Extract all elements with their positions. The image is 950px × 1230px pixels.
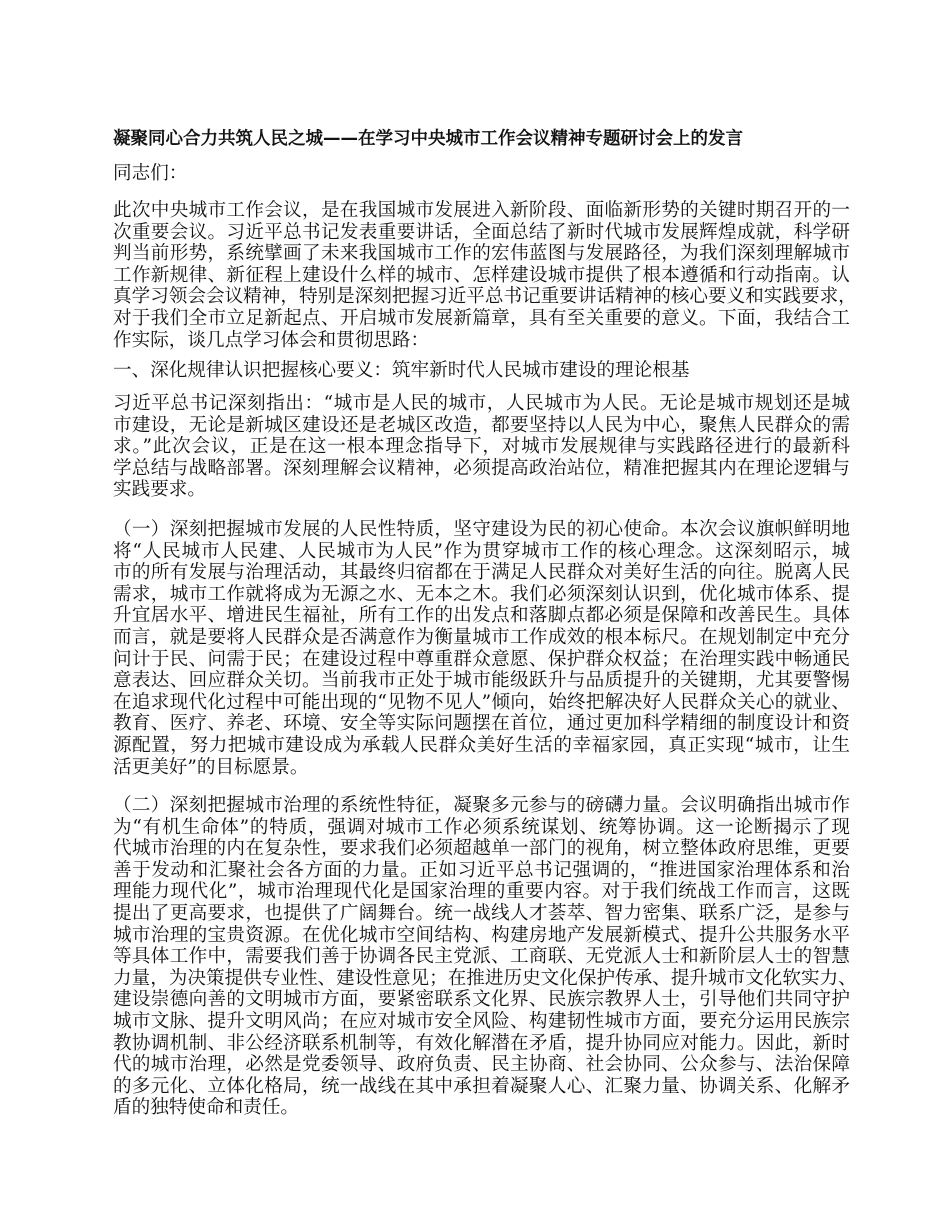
text-line: 的多元化、立体化格局，统一战线在其中承担着凝聚人心、汇聚力量、协调关系、化解矛 <box>113 1075 850 1097</box>
text-line: 城市治理的宝贵资源。在优化城市空间结构、构建房地产发展新模式、提升公共服务水平 <box>113 924 850 946</box>
text-line: 教育、医疗、养老、环境、安全等实际问题摆在首位，通过更加科学精细的制度设计和资 <box>113 713 850 735</box>
text-line: 提出了更高要求，也提供了广阔舞台。统一战线人才荟萃、智力密集、联系广泛，是参与 <box>113 902 850 924</box>
text-line: 市的所有发展与治理活动，其最终归宿都在于满足人民群众对美好生活的向往。脱离人民 <box>113 562 850 584</box>
text-line: 真学习领会会议精神，特别是深刻把握习近平总书记重要讲话精神的核心要义和实践要求， <box>113 286 857 308</box>
text-line: 学总结与战略部署。深刻理解会议精神，必须提高政治站位，精准把握其内在理论逻辑与 <box>113 457 850 479</box>
text-line: （二）深刻把握城市治理的系统性特征，凝聚多元参与的磅礴力量。会议明确指出城市作 <box>113 795 850 816</box>
text-line: 此次中央城市工作会议，是在我国城市发展进入新阶段、面临新形势的关键时期召开的一 <box>113 200 850 221</box>
text-line: 理能力现代化”，城市治理现代化是国家治理的重要内容。对于我们统战工作而言，这既 <box>113 881 850 903</box>
paragraph-point-2 <box>113 795 857 1119</box>
text-line: 工作新规律、新征程上建设什么样的城市、怎样建设城市提供了根本遵循和行动指南。认 <box>113 264 850 286</box>
text-line: （一）深刻把握城市发展的人民性特质，坚守建设为民的初心使命。本次会议旗帜鲜明地 <box>113 519 850 540</box>
text-line: 而言，就是要将人民群众是否满意作为衡量城市工作成效的根本标尺。在规划制定中充分 <box>113 626 850 648</box>
text-line: 善于发动和汇聚社会各方面的力量。正如习近平总书记强调的，“推进国家治理体系和治 <box>113 859 850 881</box>
text-line: 意表达、回应群众关切。当前我市正处于城市能级跃升与品质提升的关键期，尤其要警惕 <box>113 670 850 692</box>
text-line: 市建设，无论是新城区建设还是老城区改造，都要坚持以人民为中心，聚焦人民群众的需 <box>113 414 850 436</box>
text-line: 活更美好”的目标愿景。 <box>113 756 309 778</box>
text-line: 求。”此次会议，正是在这一根本理念指导下，对城市发展规律与实践路径进行的最新科 <box>113 436 850 458</box>
section-heading-1: 一、深化规律认识把握核心要义：筑牢新时代人民城市建设的理论根基 <box>113 360 690 381</box>
text-line: 将“人民城市人民建、人民城市为人民”作为贯穿城市工作的核心理念。这深刻昭示，城 <box>113 540 850 562</box>
text-line: 力量，为决策提供专业性、建设性意见；在推进历史文化保护传承、提升城市文化软实力、 <box>113 967 857 989</box>
text-line: 对于我们全市立足新起点、开启城市发展新篇章，具有至关重要的意义。下面，我结合工 <box>113 307 850 329</box>
text-line: 习近平总书记深刻指出：“城市是人民的城市，人民城市为人民。无论是城市规划还是城 <box>113 393 850 414</box>
text-line: 等具体工作中，需要我们善于协调各民主党派、工商联、无党派人士和新阶层人士的智慧 <box>113 946 850 968</box>
paragraph-intro <box>113 200 857 351</box>
text-line: 判当前形势，系统擘画了未来我国城市工作的宏伟蓝图与发展路径，为我们深刻理解城市 <box>113 243 850 265</box>
text-line: 需求，城市工作就将成为无源之水、无本之木。我们必须深刻认识到，优化城市体系、提 <box>113 583 850 605</box>
text-line: 代的城市治理，必然是党委领导、政府负责、民主协商、社会协同、公众参与、法治保障 <box>113 1054 850 1076</box>
text-line: 建设崇德向善的文明城市方面，要紧密联系文化界、民族宗教界人士，引导他们共同守护 <box>113 989 850 1011</box>
text-line: 城市文脉、提升文明风尚；在应对城市安全风险、构建韧性城市方面，要充分运用民族宗 <box>113 1010 850 1032</box>
text-line: 在追求现代化过程中可能出现的“见物不见人”倾向，始终把解决好人民群众关心的就业、 <box>113 691 850 713</box>
text-line: 教协调机制、非公经济联系机制等，有效化解潜在矛盾，提升协同应对能力。因此，新时 <box>113 1032 850 1054</box>
text-line: 次重要会议。习近平总书记发表重要讲话，全面总结了新时代城市发展辉煌成就，科学研 <box>113 221 850 243</box>
text-line: 实践要求。 <box>113 479 206 501</box>
greeting: 同志们： <box>113 163 188 184</box>
document-title: 凝聚同心合力共筑人民之城——在学习中央城市工作会议精神专题研讨会上的发言 <box>113 129 743 149</box>
paragraph-quote <box>113 393 850 501</box>
text-line: 升宜居水平、增进民生福祉，所有工作的出发点和落脚点都必须是保障和改善民生。具体 <box>113 605 850 627</box>
text-line: 盾的独特使命和责任。 <box>113 1097 299 1119</box>
paragraph-point-1 <box>113 519 850 778</box>
text-line: 为“有机生命体”的特质，强调对城市工作必须系统谋划、统筹协调。这一论断揭示了现 <box>113 816 850 838</box>
text-line: 作实际，谈几点学习体会和贯彻思路： <box>113 329 430 351</box>
text-line: 代城市治理的内在复杂性，要求我们必须超越单一部门的视角，树立整体政府思维，更要 <box>113 838 850 860</box>
text-line: 问计于民、问需于民；在建设过程中尊重群众意愿、保护群众权益；在治理实践中畅通民 <box>113 648 850 670</box>
text-line: 源配置，努力把城市建设成为承载人民群众美好生活的幸福家园，真正实现“城市，让生 <box>113 734 850 756</box>
